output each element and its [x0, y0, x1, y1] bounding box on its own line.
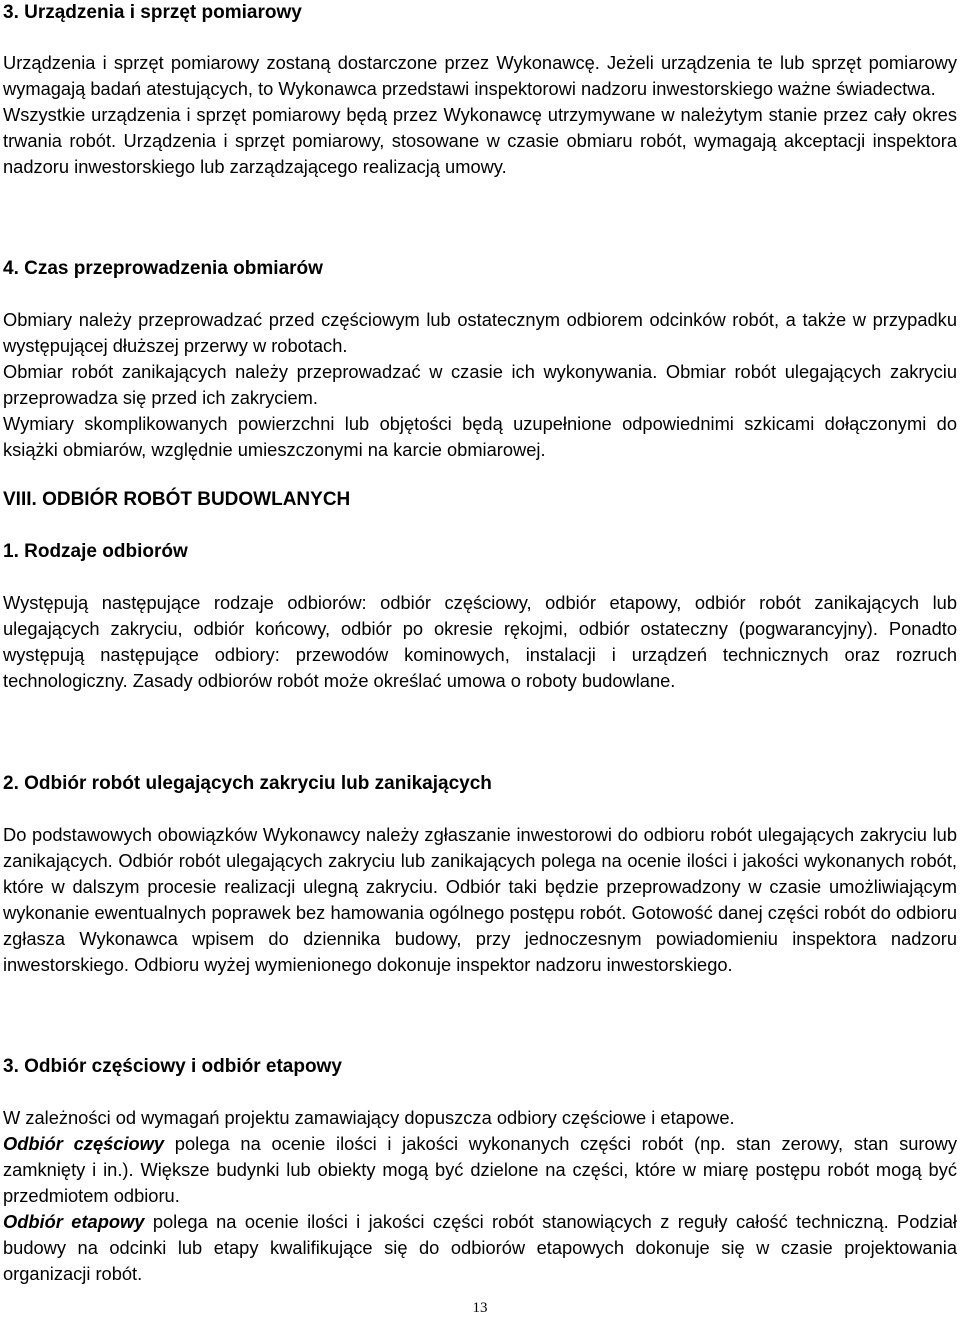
subsection-2: [3, 771, 957, 797]
section-4-paragraph-1: Obmiary należy przeprowadzać przed częściowym lub ostatecznym odbiorem odcinków robót, a także w przypadku występującej dłuższej przerwy w robotach.: [3, 309, 957, 356]
subsection-3-paragraph-3: [3, 1209, 957, 1287]
page-number: 13: [472, 1300, 488, 1316]
subsection-2-body: [3, 822, 957, 978]
subsection-3: [3, 1054, 957, 1080]
section-3-body: [3, 50, 957, 180]
term-stage-acceptance: Odbiór etapowy: [3, 1211, 145, 1232]
subsection-2-heading: 2. Odbiór robót ulegających zakryciu lub zanikających: [3, 773, 492, 794]
partial-acceptance-text: polega na ocenie ilości i jakości wykonanych części robót (np. stan zerowy, stan surowy zamknięty i in.). Większe budynki lub obiekty mogą być dzielone na części, które w miarę postępu robót mogą być przedmiotem odbioru.: [3, 1133, 957, 1206]
subsection-3-paragraph-1: W zależności od wymagań projektu zamawiający dopuszcza odbiory częściowe i etapowe.: [3, 1107, 735, 1128]
term-partial-acceptance: Odbiór częściowy: [3, 1133, 165, 1154]
section-4-paragraph-3: Wymiary skomplikowanych powierzchni lub objętości będą uzupełnione odpowiednimi szkicami dołączonymi do książki obmiarów, względnie umieszczonymi na karcie obmiarowej.: [3, 413, 957, 460]
chapter-8: [3, 487, 957, 513]
subsection-1: [3, 539, 957, 565]
subsection-2-paragraph: Do podstawowych obowiązków Wykonawcy należy zgłaszanie inwestorowi do odbioru robót ulegających zakryciu lub zanikających. Odbiór robót ulegających zakryciu lub zanikających polega na ocenie ilości i jakości wykonanych robót, które w dalszym procesie realizacji ulegną zakryciu. Odbiór taki będzie przeprowadzony w czasie umożliwiającym wykonanie ewentualnych poprawek bez hamowania ogólnego postępu robót. Gotowość danej części robót do odbioru zgłasza Wykonawca wpisem do dziennika budowy, przy jednoczesnym powiadomieniu inspektora nadzoru inwestorskiego. Odbioru wyżej wymienionego dokonuje inspektor nadzoru inwestorskiego.: [3, 824, 957, 975]
section-3-paragraph-1: Urządzenia i sprzęt pomiarowy zostaną dostarczone przez Wykonawcę. Jeżeli urządzenia te lub sprzęt pomiarowy wymagają badań atestujących, to Wykonawca przedstawi inspektorowi nadzoru inwestorskiego ważne świadectwa.: [3, 52, 957, 99]
section-4-heading: 4. Czas przeprowadzenia obmiarów: [3, 258, 323, 279]
subsection-3-heading: 3. Odbiór częściowy i odbiór etapowy: [3, 1056, 342, 1077]
section-3-paragraph-2: Wszystkie urządzenia i sprzęt pomiarowy będą przez Wykonawcę utrzymywane w należytym stanie przez cały okres trwania robót. Urządzenia i sprzęt pomiarowy, stosowane w czasie obmiaru robót, wymagają akceptacji inspektora nadzoru inwestorskiego lub zarządzającego realizacją umowy.: [3, 104, 957, 177]
section-4: [3, 256, 957, 282]
subsection-3-body: [3, 1105, 957, 1287]
stage-acceptance-text: polega na ocenie ilości i jakości części robót stanowiących z reguły całość techniczną. Podział budowy na odcinki lub etapy kwalifikujące się do odbiorów etapowych dokonuje się w czasie projektowania organizacji robót.: [3, 1211, 957, 1284]
section-3-heading: 3. Urządzenia i sprzęt pomiarowy: [3, 2, 302, 23]
section-4-body: [3, 307, 957, 463]
subsection-3-paragraph-2: [3, 1131, 957, 1209]
section-4-paragraph-2: Obmiar robót zanikających należy przeprowadzać w czasie ich wykonywania. Obmiar robót ulegających zakryciu przeprowadza się przed ich zakryciem.: [3, 361, 957, 408]
subsection-1-body: [3, 590, 957, 694]
subsection-1-heading: 1. Rodzaje odbiorów: [3, 541, 188, 562]
subsection-1-paragraph: Występują następujące rodzaje odbiorów: odbiór częściowy, odbiór etapowy, odbiór robót zanikających lub ulegających zakryciu, odbiór końcowy, odbiór po okresie rękojmi, odbiór ostateczny (pogwarancyjny). Ponadto występują następujące odbiory: przewodów kominowych, instalacji i urządzeń technicznych oraz rozruch technologiczny. Zasady odbiorów robót może określać umowa o roboty budowlane.: [3, 592, 957, 691]
chapter-heading: VIII. ODBIÓR ROBÓT BUDOWLANYCH: [3, 489, 351, 510]
section-3: [3, 0, 957, 26]
